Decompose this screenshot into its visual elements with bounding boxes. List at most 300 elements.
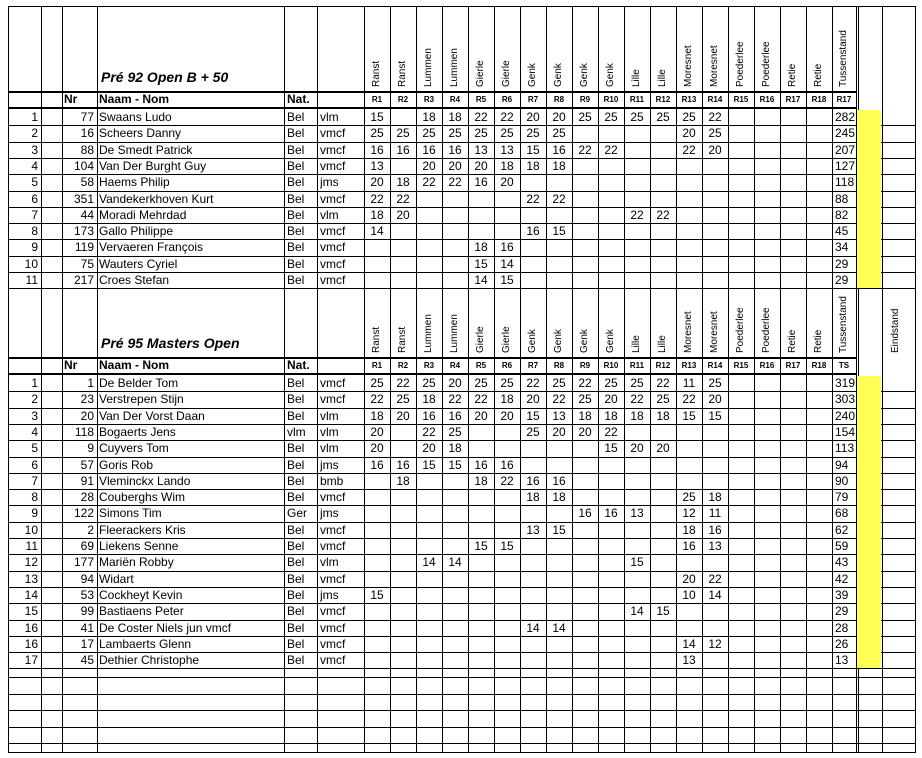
round-header: R13 <box>681 361 697 370</box>
rank: 16 <box>24 620 38 635</box>
round-score <box>494 191 520 207</box>
round-score <box>780 158 806 174</box>
round-score: 12 <box>682 506 696 521</box>
total-score: 118 <box>835 175 855 190</box>
rider-name: Swaans Ludo <box>99 110 172 124</box>
total-score: 90 <box>835 473 849 488</box>
round-score: 14 <box>370 224 384 239</box>
round-score <box>416 223 442 239</box>
round-score: 25 <box>396 126 410 141</box>
round-score <box>806 522 832 538</box>
round-score: 25 <box>552 126 566 141</box>
round-score: 18 <box>578 408 592 423</box>
round-score <box>728 158 754 174</box>
round-score <box>598 239 624 255</box>
round-score <box>624 174 650 190</box>
round-score <box>650 652 676 668</box>
round-header: R11 <box>629 95 645 104</box>
round-score <box>442 239 468 255</box>
round-score <box>442 636 468 652</box>
round-score <box>650 256 676 272</box>
round-score <box>390 440 416 456</box>
rider-name: Dethier Christophe <box>99 653 200 668</box>
round-header: R4 <box>449 95 461 104</box>
round-score <box>546 571 572 587</box>
round-score: 13 <box>630 506 644 521</box>
round-score <box>780 191 806 207</box>
round-score <box>702 256 728 272</box>
bib-number: 28 <box>80 490 94 505</box>
round-score <box>416 603 442 619</box>
round-score <box>754 538 780 554</box>
round-score <box>806 424 832 440</box>
round-score <box>572 223 598 239</box>
round-score <box>728 109 754 125</box>
round-score: 25 <box>500 376 514 390</box>
round-score: 18 <box>552 158 566 173</box>
rank: 8 <box>31 224 38 239</box>
round-score: 18 <box>448 110 462 124</box>
round-score: 13 <box>708 539 722 553</box>
round-score <box>702 424 728 440</box>
round-score <box>676 424 702 440</box>
nationality: Bel <box>287 555 305 570</box>
round-score <box>806 109 832 125</box>
round-score <box>494 223 520 239</box>
round-score: 20 <box>370 424 384 439</box>
club: jms <box>320 506 339 521</box>
round-score <box>598 489 624 505</box>
bib-number: 173 <box>73 224 94 239</box>
round-score <box>442 207 468 223</box>
rider-name: Simons Tim <box>99 506 162 521</box>
round-score <box>494 440 520 456</box>
club: bmb <box>320 473 344 488</box>
round-score <box>520 239 546 255</box>
total-score: 68 <box>835 506 849 521</box>
rider-name: Verstrepen Stijn <box>99 392 184 407</box>
round-score <box>364 505 390 521</box>
round-score <box>390 620 416 636</box>
rank: 8 <box>31 490 38 505</box>
round-score: 22 <box>422 424 436 439</box>
highlight-column <box>857 110 881 288</box>
round-score <box>364 538 390 554</box>
rider-name: Cuyvers Tom <box>99 441 169 456</box>
round-score <box>520 538 546 554</box>
round-score <box>572 256 598 272</box>
round-score: 18 <box>396 175 410 190</box>
round-score: 18 <box>604 408 618 423</box>
round-score: 25 <box>422 126 436 141</box>
nationality: Bel <box>287 207 305 222</box>
venue-label: Lummen <box>423 314 434 353</box>
round-score <box>494 505 520 521</box>
round-score <box>702 473 728 489</box>
round-score <box>572 473 598 489</box>
round-score <box>468 207 494 223</box>
venue-label: Genk <box>527 329 538 353</box>
round-score: 20 <box>578 424 592 439</box>
round-score: 18 <box>500 392 514 407</box>
round-score <box>572 522 598 538</box>
round-score <box>780 489 806 505</box>
round-score: 22 <box>422 175 436 190</box>
round-score <box>598 174 624 190</box>
round-score <box>806 174 832 190</box>
round-score: 18 <box>422 392 436 407</box>
round-score <box>468 603 494 619</box>
round-header: R15 <box>733 361 749 370</box>
club: vlm <box>320 110 339 124</box>
round-score: 14 <box>708 587 722 602</box>
round-score: 16 <box>422 408 436 423</box>
round-score: 15 <box>474 256 488 271</box>
round-score <box>780 571 806 587</box>
round-score: 15 <box>552 522 566 537</box>
round-score: 22 <box>604 142 618 157</box>
round-score <box>494 587 520 603</box>
rank: 4 <box>31 424 38 439</box>
total-score: 45 <box>835 224 849 239</box>
round-score <box>624 522 650 538</box>
club: vmcf <box>320 571 346 586</box>
round-score <box>676 554 702 570</box>
round-score <box>676 457 702 473</box>
round-header: R7 <box>527 95 539 104</box>
rank: 5 <box>31 441 38 456</box>
round-score: 18 <box>422 110 436 124</box>
venue-label: Lummen <box>449 48 460 87</box>
grid-vline <box>97 7 98 752</box>
round-header: R2 <box>397 95 409 104</box>
round-score <box>390 587 416 603</box>
venue-label: Genk <box>605 329 616 353</box>
venue-label: Genk <box>527 63 538 87</box>
round-header: R16 <box>759 95 775 104</box>
round-score: 20 <box>422 441 436 456</box>
round-score <box>390 158 416 174</box>
rider-name: Croes Stefan <box>99 273 170 287</box>
rider-name: Moradi Mehrdad <box>99 207 187 222</box>
round-score <box>624 620 650 636</box>
round-score <box>624 636 650 652</box>
round-score <box>598 457 624 473</box>
rank: 17 <box>24 653 38 668</box>
round-score <box>364 636 390 652</box>
round-score: 16 <box>370 457 384 472</box>
round-score: 15 <box>604 441 618 456</box>
round-score: 22 <box>396 191 410 206</box>
rank: 16 <box>24 636 38 651</box>
venue-label: Lille <box>631 335 642 353</box>
venue-label: Genk <box>579 329 590 353</box>
round-score <box>416 505 442 521</box>
round-score: 18 <box>630 408 644 423</box>
round-score <box>806 587 832 603</box>
rank: 9 <box>31 506 38 521</box>
round-score: 20 <box>630 441 644 456</box>
round-score: 18 <box>370 408 384 423</box>
club: vmcf <box>320 539 346 553</box>
round-score <box>572 174 598 190</box>
round-score: 22 <box>526 191 540 206</box>
round-score <box>728 522 754 538</box>
rank: 7 <box>31 207 38 222</box>
rank: 1 <box>31 376 38 390</box>
round-score <box>520 505 546 521</box>
round-score <box>780 174 806 190</box>
round-score <box>494 652 520 668</box>
col-header-nr: Nr <box>64 358 78 372</box>
round-score <box>650 158 676 174</box>
nationality: vlm <box>287 424 306 439</box>
venue-label: Genk <box>605 63 616 87</box>
round-header: R6 <box>501 95 513 104</box>
rider-name: Bastiaens Peter <box>99 604 184 619</box>
venue-label: Retie <box>787 63 798 87</box>
club: vmcf <box>320 191 346 206</box>
total-score: 62 <box>835 522 849 537</box>
grid-vline <box>317 7 318 752</box>
venue-label: Lummen <box>449 314 460 353</box>
round-score <box>702 239 728 255</box>
round-header: R8 <box>553 361 565 370</box>
rider-name: Lambaerts Glenn <box>99 636 192 651</box>
round-score: 18 <box>552 490 566 505</box>
total-score: 39 <box>835 587 849 602</box>
bib-number: 69 <box>80 539 94 553</box>
round-score <box>728 473 754 489</box>
round-score <box>364 473 390 489</box>
venue-label: Ranst <box>397 326 408 353</box>
round-score: 15 <box>448 457 462 472</box>
round-header: R8 <box>553 95 565 104</box>
round-score <box>676 191 702 207</box>
rider-name: Vleminckx Lando <box>99 473 191 488</box>
round-score <box>416 652 442 668</box>
rider-name: Bogaerts Jens <box>99 424 176 439</box>
rank: 1 <box>31 110 38 124</box>
round-score <box>598 652 624 668</box>
club: jms <box>320 175 339 190</box>
bib-number: 99 <box>80 604 94 619</box>
round-score <box>546 505 572 521</box>
round-score <box>754 620 780 636</box>
round-header: R18 <box>811 361 827 370</box>
round-score: 25 <box>526 424 540 439</box>
total-score: 240 <box>835 408 856 423</box>
round-score: 22 <box>526 376 540 390</box>
round-score: 25 <box>552 376 566 390</box>
round-score <box>546 603 572 619</box>
round-score <box>598 473 624 489</box>
round-score: 15 <box>682 408 696 423</box>
round-header: R5 <box>475 361 487 370</box>
round-score <box>416 538 442 554</box>
round-score: 16 <box>422 142 436 157</box>
nationality: Bel <box>287 636 305 651</box>
venue-label: Poederlee <box>761 307 772 353</box>
round-score: 16 <box>500 457 514 472</box>
round-score: 25 <box>370 376 384 390</box>
club: vlm <box>320 424 339 439</box>
round-score <box>806 636 832 652</box>
round-score: 16 <box>604 506 618 521</box>
venue-label: Lummen <box>423 48 434 87</box>
rank: 3 <box>31 408 38 423</box>
bib-number: 16 <box>80 126 94 141</box>
round-score <box>624 457 650 473</box>
round-score <box>364 489 390 505</box>
round-score: 18 <box>370 207 384 222</box>
round-score <box>598 636 624 652</box>
round-score <box>806 408 832 424</box>
round-score <box>780 505 806 521</box>
round-score <box>650 620 676 636</box>
round-score: 22 <box>708 571 722 586</box>
venue-label: Poederlee <box>735 307 746 353</box>
round-score: 13 <box>552 408 566 423</box>
round-score: 18 <box>474 473 488 488</box>
round-score <box>364 256 390 272</box>
round-score <box>572 191 598 207</box>
round-score <box>390 636 416 652</box>
round-score <box>572 239 598 255</box>
round-score <box>416 489 442 505</box>
total-score: 154 <box>835 424 856 439</box>
round-score: 18 <box>526 490 540 505</box>
round-score <box>442 256 468 272</box>
club: vlm <box>320 408 339 423</box>
round-score: 22 <box>604 424 618 439</box>
round-score <box>676 174 702 190</box>
venue-label: Gierle <box>501 60 512 87</box>
total-score: 28 <box>835 620 849 635</box>
round-score <box>624 191 650 207</box>
round-score <box>416 239 442 255</box>
round-score <box>676 239 702 255</box>
grid-vline <box>832 7 833 752</box>
round-score: 22 <box>630 207 644 222</box>
round-score: 16 <box>500 240 514 255</box>
round-score <box>546 256 572 272</box>
round-score <box>572 125 598 141</box>
round-score: 16 <box>682 539 696 553</box>
club: vlm <box>320 555 339 570</box>
round-score: 22 <box>370 392 384 407</box>
club: vmcf <box>320 256 346 271</box>
bib-number: 2 <box>87 522 94 537</box>
round-score <box>754 125 780 141</box>
round-score <box>390 652 416 668</box>
round-score <box>780 538 806 554</box>
round-score <box>806 489 832 505</box>
round-score <box>754 174 780 190</box>
round-score <box>650 505 676 521</box>
round-score <box>728 538 754 554</box>
rank: 4 <box>31 158 38 173</box>
round-score <box>416 207 442 223</box>
round-score: 15 <box>370 587 384 602</box>
round-score <box>780 391 806 407</box>
bib-number: 53 <box>80 587 94 602</box>
round-score: 22 <box>630 392 644 407</box>
round-score <box>650 125 676 141</box>
round-score: 22 <box>578 376 592 390</box>
round-score <box>676 603 702 619</box>
club: vmcf <box>320 653 346 668</box>
round-score <box>754 603 780 619</box>
round-score <box>546 207 572 223</box>
rank: 10 <box>24 256 38 271</box>
round-score <box>546 652 572 668</box>
round-header: R18 <box>811 95 827 104</box>
venue-label: Moresnet <box>683 311 694 353</box>
club: vmcf <box>320 224 346 239</box>
round-score <box>520 440 546 456</box>
round-score <box>676 256 702 272</box>
round-header: R3 <box>423 361 435 370</box>
round-score <box>806 239 832 255</box>
round-score <box>780 109 806 125</box>
round-score <box>624 142 650 158</box>
round-score <box>624 125 650 141</box>
round-score: 25 <box>448 126 462 141</box>
round-score <box>702 603 728 619</box>
round-score <box>754 223 780 239</box>
round-score <box>676 620 702 636</box>
round-score <box>572 620 598 636</box>
round-score <box>754 142 780 158</box>
round-score <box>780 522 806 538</box>
rider-name: Haems Philip <box>99 175 170 190</box>
round-score <box>702 174 728 190</box>
round-score: 16 <box>448 408 462 423</box>
round-score: 16 <box>396 142 410 157</box>
round-score: 13 <box>370 158 384 173</box>
round-score <box>754 239 780 255</box>
round-score <box>572 636 598 652</box>
nationality: Bel <box>287 158 305 173</box>
rider-name: Goris Rob <box>99 457 154 472</box>
round-score <box>780 424 806 440</box>
total-score: 34 <box>835 240 849 255</box>
round-score: 18 <box>708 490 722 505</box>
round-score <box>728 440 754 456</box>
rank: 2 <box>31 126 38 141</box>
venue-label: Poederlee <box>735 41 746 87</box>
total-score: 59 <box>835 539 849 553</box>
venue-label: Poederlee <box>761 41 772 87</box>
round-score: 25 <box>474 376 488 390</box>
round-score: 15 <box>422 457 436 472</box>
round-score <box>780 636 806 652</box>
round-score <box>624 489 650 505</box>
round-score <box>468 636 494 652</box>
round-score: 20 <box>682 571 696 586</box>
round-score <box>546 440 572 456</box>
rider-name: Van Der Burght Guy <box>99 158 207 173</box>
round-score <box>416 522 442 538</box>
round-score: 15 <box>500 539 514 553</box>
round-score <box>806 375 832 391</box>
club: vmcf <box>320 158 346 173</box>
round-score: 25 <box>656 110 670 124</box>
club: vmcf <box>320 376 346 390</box>
venue-label: Retie <box>813 329 824 353</box>
round-score <box>572 457 598 473</box>
